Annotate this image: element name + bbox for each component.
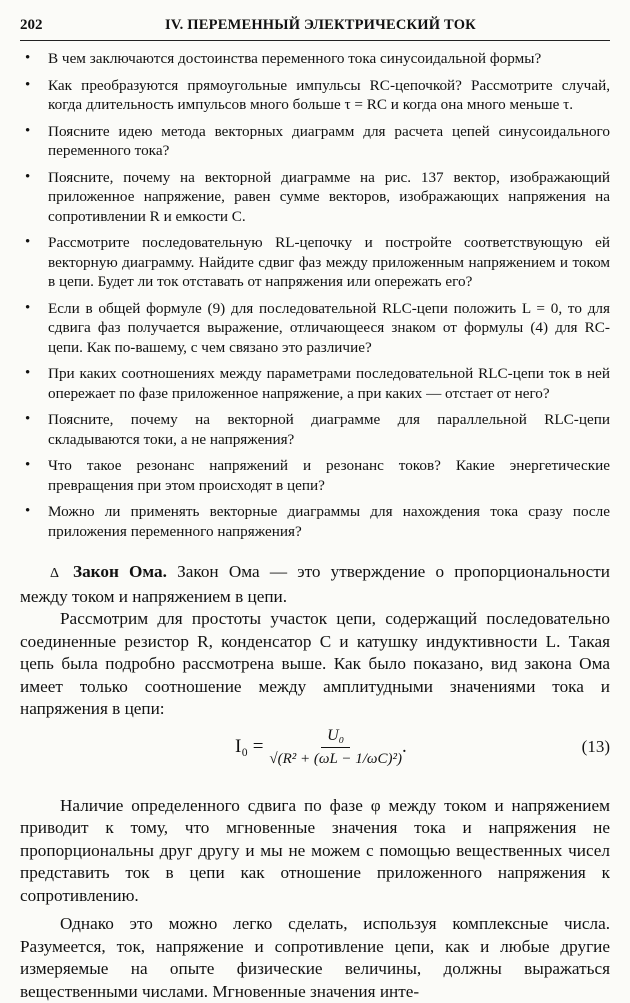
formula-fraction: [269, 727, 402, 768]
question-text: В чем заключаются достоинства переменного тока синусоидальной формы?: [48, 50, 542, 67]
equation-number: (13): [581, 736, 610, 756]
question-text: Поясните, почему на векторной диаграмме для параллельной RLC-цепи складываются токи, а не напряжения?: [48, 411, 610, 448]
formula-lhs: I₀ =: [235, 736, 264, 757]
list-item: [20, 502, 610, 541]
formula-denominator: √(R² + (ωL − 1/ωC)²): [269, 750, 402, 767]
formula-period: .: [401, 736, 407, 757]
ohm-law-section: [20, 561, 610, 1003]
triangle-icon: Δ: [50, 566, 60, 581]
list-item: [20, 364, 610, 403]
section-heading: Закон Ома.: [73, 562, 167, 581]
formula-body: [235, 727, 407, 768]
bullet-icon: •: [25, 50, 31, 66]
bullet-icon: •: [25, 503, 31, 519]
paragraph: Наличие определенного сдвига по фазе φ между током и напряжением приводит к тому, что мгновенные значения тока и напряжения не пропорциональны друг другу и мы не можем с помощью вещественных чисел представить ток в цепи как отношение приложенного напряжения к сопротивлению.: [20, 795, 610, 905]
question-text: Поясните, почему на векторной диаграмме на рис. 137 вектор, изображающий приложенное напряжение, равен сумме векторов, изображающих напряжения на сопротивлении R и емкости C.: [48, 168, 610, 225]
bullet-icon: •: [25, 234, 31, 250]
formula-numerator: U₀: [321, 727, 350, 748]
bullet-icon: •: [25, 299, 31, 316]
bullet-icon: •: [25, 365, 31, 381]
question-text: Можно ли применять векторные диаграммы для нахождения тока сразу после приложения переменного напряжения?: [48, 503, 610, 540]
bullet-icon: •: [25, 76, 31, 93]
bullet-icon: •: [25, 168, 31, 185]
list-item: [20, 233, 610, 292]
bullet-icon: •: [25, 457, 31, 473]
page-header: [20, 14, 610, 41]
question-text: Рассмотрите последовательную RL-цепочку и постройте соответствующую ей векторную диаграмму. Найдите сдвиг фаз между приложенным напряжением и током в цепи. Будет ли ток отставать от напряжения или опережать его?: [48, 234, 610, 290]
list-item: [20, 456, 610, 495]
question-text: Что такое резонанс напряжений и резонанс токов? Какие энергетические превращения при этом происходят в цепи?: [48, 457, 610, 494]
running-head: IV. ПЕРЕМЕННЫЙ ЭЛЕКТРИЧЕСКИЙ ТОК: [165, 17, 476, 33]
review-questions-list: [20, 49, 610, 541]
equation-13: [20, 725, 610, 781]
list-item: [20, 168, 610, 227]
list-item: [20, 299, 610, 358]
question-text: Как преобразуются прямоугольные импульсы RC-цепочкой? Рассмотрите случай, когда длительность импульсов много больше τ = RC и когда она много меньше τ.: [48, 76, 610, 113]
list-item: [20, 49, 610, 69]
list-item: [20, 410, 610, 449]
list-item: [20, 122, 610, 161]
list-item: [20, 76, 610, 115]
question-text: Если в общей формуле (9) для последовательной RLC-цепи положить L = 0, то для сдвига фаз получается выражение, отличающееся знаком от формулы (4) для RC-цепи. Как по-вашему, с чем связано это различие?: [48, 299, 610, 356]
paragraph: Однако это можно легко сделать, используя комплексные числа. Разумеется, ток, напряжение и сопротивление цепи, как и любые другие измеряемые на опыте физические величины, должны выражаться вещественными числами. Мгновенные значения инте-: [20, 914, 610, 1001]
bullet-icon: •: [25, 122, 31, 139]
question-text: При каких соотношениях между параметрами последовательной RLC-цепи ток в ней опережает по фазе приложенное напряжение, а при каких — отстает от него?: [48, 365, 610, 402]
paragraph: Рассмотрим для простоты участок цепи, содержащий последовательно соединенные резистор R, конденсатор C и катушку индуктивности L. Такая цепь была подробно рассмотрена выше. Как было показано, вид закона Ома имеет только соотношение между амплитудными значениями тока и напряжения в цепи:: [20, 609, 610, 718]
page-number: 202: [20, 17, 43, 33]
intro-text: Закон Ома — это утверждение о пропорциональности между током и напряжением в цепи.: [20, 562, 610, 606]
question-text: Поясните идею метода векторных диаграмм для расчета цепей синусоидального переменного тока?: [48, 122, 610, 159]
bullet-icon: •: [25, 411, 31, 427]
section-intro: [20, 561, 610, 608]
